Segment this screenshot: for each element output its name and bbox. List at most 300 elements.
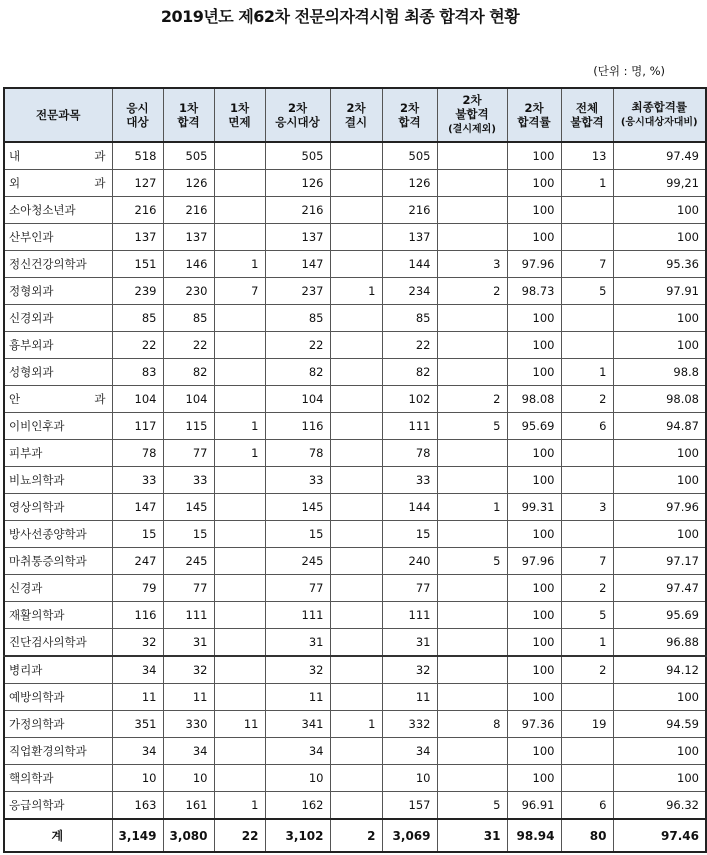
table-cell <box>214 575 265 602</box>
subject-cell: 진단검사의학과 <box>4 629 112 657</box>
table-cell <box>214 738 265 765</box>
table-cell: 100 <box>507 602 561 629</box>
table-row <box>4 413 706 440</box>
table-cell: 100 <box>613 765 706 792</box>
table-cell: 116 <box>265 413 330 440</box>
table-cell <box>437 197 507 224</box>
table-cell <box>330 440 382 467</box>
table-cell <box>561 521 613 548</box>
subject-cell: 가정의학과 <box>4 711 112 738</box>
table-cell: 95.69 <box>507 413 561 440</box>
table-cell <box>330 765 382 792</box>
table-cell: 100 <box>613 440 706 467</box>
table-cell: 111 <box>265 602 330 629</box>
subject-cell: 직업환경의학과 <box>4 738 112 765</box>
table-cell <box>561 224 613 251</box>
table-cell <box>330 224 382 251</box>
table-cell: 216 <box>112 197 163 224</box>
table-cell: 6 <box>561 413 613 440</box>
table-cell: 100 <box>613 197 706 224</box>
table-cell: 2 <box>561 656 613 684</box>
table-cell: 100 <box>507 765 561 792</box>
table-cell: 10 <box>163 765 214 792</box>
table-cell: 97.49 <box>613 142 706 170</box>
table-cell: 8 <box>437 711 507 738</box>
total-cell: 3,149 <box>112 819 163 852</box>
table-row <box>4 656 706 684</box>
table-cell <box>437 467 507 494</box>
results-table <box>3 87 707 853</box>
table-cell <box>214 494 265 521</box>
table-cell: 33 <box>163 467 214 494</box>
table-cell: 3 <box>561 494 613 521</box>
table-cell <box>214 602 265 629</box>
subject-cell: 피부과 <box>4 440 112 467</box>
table-cell: 96.32 <box>613 792 706 820</box>
table-cell: 216 <box>163 197 214 224</box>
table-cell: 82 <box>163 359 214 386</box>
table-cell <box>437 332 507 359</box>
table-cell: 32 <box>382 656 437 684</box>
table-row <box>4 170 706 197</box>
table-cell: 33 <box>265 467 330 494</box>
table-cell: 100 <box>613 521 706 548</box>
table-cell: 115 <box>163 413 214 440</box>
table-cell <box>330 684 382 711</box>
table-cell: 117 <box>112 413 163 440</box>
header-row <box>4 88 706 142</box>
table-row <box>4 548 706 575</box>
table-cell: 82 <box>382 359 437 386</box>
table-cell: 100 <box>613 467 706 494</box>
table-cell: 5 <box>437 792 507 820</box>
table-cell: 2 <box>437 278 507 305</box>
table-cell: 100 <box>507 467 561 494</box>
table-row <box>4 305 706 332</box>
table-cell: 78 <box>112 440 163 467</box>
table-cell: 97.47 <box>613 575 706 602</box>
table-cell: 34 <box>112 656 163 684</box>
table-cell <box>561 467 613 494</box>
subject-cell: 이비인후과 <box>4 413 112 440</box>
table-cell: 85 <box>265 305 330 332</box>
col-absent2: 2차 결시 <box>330 88 382 142</box>
table-cell: 77 <box>163 575 214 602</box>
table-cell: 144 <box>382 494 437 521</box>
table-cell: 32 <box>163 656 214 684</box>
table-cell: 240 <box>382 548 437 575</box>
total-cell: 31 <box>437 819 507 852</box>
subject-cell: 안 과 <box>4 386 112 413</box>
table-cell: 79 <box>112 575 163 602</box>
table-cell: 157 <box>382 792 437 820</box>
table-cell: 137 <box>265 224 330 251</box>
table-cell: 237 <box>265 278 330 305</box>
table-cell: 7 <box>561 548 613 575</box>
col-finalrate-note: (응시대상자대비) <box>620 117 698 128</box>
table-cell: 351 <box>112 711 163 738</box>
table-cell: 32 <box>265 656 330 684</box>
table-cell: 505 <box>265 142 330 170</box>
table-cell <box>437 684 507 711</box>
table-cell: 94.87 <box>613 413 706 440</box>
table-cell: 234 <box>382 278 437 305</box>
table-cell: 11 <box>112 684 163 711</box>
table-cell <box>437 170 507 197</box>
table-cell <box>330 170 382 197</box>
table-cell: 104 <box>112 386 163 413</box>
table-cell: 6 <box>561 792 613 820</box>
table-cell: 34 <box>112 738 163 765</box>
table-cell: 216 <box>265 197 330 224</box>
table-cell: 100 <box>507 656 561 684</box>
subject-cell: 정신건강의학과 <box>4 251 112 278</box>
table-cell: 137 <box>163 224 214 251</box>
table-cell: 163 <box>112 792 163 820</box>
table-row <box>4 602 706 629</box>
table-row <box>4 224 706 251</box>
table-cell: 22 <box>265 332 330 359</box>
table-cell: 1 <box>561 629 613 657</box>
table-cell <box>437 656 507 684</box>
table-cell: 1 <box>330 278 382 305</box>
table-cell: 100 <box>613 224 706 251</box>
table-cell: 100 <box>507 629 561 657</box>
table-cell: 33 <box>112 467 163 494</box>
table-row <box>4 575 706 602</box>
table-cell <box>561 332 613 359</box>
table-cell: 100 <box>507 521 561 548</box>
table-cell <box>437 765 507 792</box>
table-cell <box>330 413 382 440</box>
table-row <box>4 332 706 359</box>
table-cell: 82 <box>265 359 330 386</box>
table-cell: 31 <box>382 629 437 657</box>
table-cell: 95.69 <box>613 602 706 629</box>
table-cell: 33 <box>382 467 437 494</box>
table-cell: 127 <box>112 170 163 197</box>
table-row <box>4 278 706 305</box>
table-cell: 5 <box>437 413 507 440</box>
total-cell: 98.94 <box>507 819 561 852</box>
table-cell: 1 <box>437 494 507 521</box>
table-cell: 2 <box>561 575 613 602</box>
table-cell: 77 <box>163 440 214 467</box>
table-cell: 95.36 <box>613 251 706 278</box>
table-cell: 332 <box>382 711 437 738</box>
total-cell: 3,102 <box>265 819 330 852</box>
table-cell: 100 <box>613 738 706 765</box>
table-cell: 505 <box>382 142 437 170</box>
table-row <box>4 467 706 494</box>
subject-cell: 성형외과 <box>4 359 112 386</box>
table-cell <box>214 170 265 197</box>
table-cell: 77 <box>382 575 437 602</box>
total-cell: 3,080 <box>163 819 214 852</box>
table-cell: 97.36 <box>507 711 561 738</box>
table-cell: 5 <box>437 548 507 575</box>
table-row <box>4 792 706 820</box>
table-cell: 161 <box>163 792 214 820</box>
col-passrate2: 2차 합격률 <box>507 88 561 142</box>
table-cell: 100 <box>613 305 706 332</box>
table-cell: 216 <box>382 197 437 224</box>
table-cell: 100 <box>507 684 561 711</box>
subject-cell: 재활의학과 <box>4 602 112 629</box>
table-cell: 145 <box>265 494 330 521</box>
table-cell <box>437 142 507 170</box>
table-cell: 83 <box>112 359 163 386</box>
table-cell: 15 <box>265 521 330 548</box>
table-cell: 151 <box>112 251 163 278</box>
table-cell <box>330 521 382 548</box>
subject-cell: 병리과 <box>4 656 112 684</box>
table-cell: 245 <box>163 548 214 575</box>
table-cell: 111 <box>382 602 437 629</box>
table-row <box>4 251 706 278</box>
table-cell: 15 <box>112 521 163 548</box>
total-cell: 22 <box>214 819 265 852</box>
table-cell: 7 <box>214 278 265 305</box>
col-applicants: 응시 대상 <box>112 88 163 142</box>
table-cell: 100 <box>507 738 561 765</box>
table-cell: 1 <box>214 792 265 820</box>
table-cell <box>330 197 382 224</box>
col-fail2 <box>437 88 507 142</box>
table-cell: 239 <box>112 278 163 305</box>
table-cell <box>214 386 265 413</box>
table-row <box>4 494 706 521</box>
subject-cell: 방사선종양학과 <box>4 521 112 548</box>
table-cell: 1 <box>214 440 265 467</box>
table-row <box>4 142 706 170</box>
table-row <box>4 684 706 711</box>
table-cell: 102 <box>382 386 437 413</box>
col-totalfail: 전체 불합격 <box>561 88 613 142</box>
table-cell: 11 <box>214 711 265 738</box>
subject-cell: 흉부외과 <box>4 332 112 359</box>
table-cell <box>214 359 265 386</box>
table-cell: 100 <box>507 332 561 359</box>
table-cell: 97.96 <box>507 548 561 575</box>
col-finalrate-label: 최종합격률 <box>631 100 688 114</box>
subject-cell: 소아청소년과 <box>4 197 112 224</box>
col-fail2-label: 2차 불합격 <box>455 93 489 121</box>
table-cell <box>330 332 382 359</box>
table-cell: 77 <box>265 575 330 602</box>
table-cell: 11 <box>163 684 214 711</box>
table-cell: 7 <box>561 251 613 278</box>
table-row <box>4 711 706 738</box>
table-cell: 100 <box>507 142 561 170</box>
subject-cell: 핵의학과 <box>4 765 112 792</box>
table-cell <box>330 602 382 629</box>
total-label: 계 <box>4 819 112 852</box>
table-cell: 518 <box>112 142 163 170</box>
table-cell: 100 <box>507 575 561 602</box>
table-cell <box>330 792 382 820</box>
table-cell <box>330 629 382 657</box>
table-cell <box>437 305 507 332</box>
table-cell: 3 <box>437 251 507 278</box>
table-cell <box>330 386 382 413</box>
table-cell <box>561 684 613 711</box>
table-cell: 147 <box>265 251 330 278</box>
total-cell: 3,069 <box>382 819 437 852</box>
table-cell: 96.91 <box>507 792 561 820</box>
table-cell <box>437 224 507 251</box>
subject-cell: 마취통증의학과 <box>4 548 112 575</box>
subject-cell: 산부인과 <box>4 224 112 251</box>
table-cell: 247 <box>112 548 163 575</box>
table-cell: 137 <box>112 224 163 251</box>
table-cell <box>214 629 265 657</box>
table-cell: 1 <box>214 413 265 440</box>
table-cell: 97.91 <box>613 278 706 305</box>
table-cell <box>330 142 382 170</box>
subject-cell: 예방의학과 <box>4 684 112 711</box>
table-cell: 10 <box>382 765 437 792</box>
table-cell: 78 <box>265 440 330 467</box>
subject-cell: 신경과 <box>4 575 112 602</box>
table-cell: 5 <box>561 602 613 629</box>
col-applicants2: 2차 응시대상 <box>265 88 330 142</box>
table-cell <box>561 305 613 332</box>
table-cell: 2 <box>437 386 507 413</box>
table-cell: 10 <box>265 765 330 792</box>
table-cell: 34 <box>265 738 330 765</box>
table-cell <box>214 765 265 792</box>
table-cell <box>330 738 382 765</box>
table-cell <box>437 575 507 602</box>
table-cell: 19 <box>561 711 613 738</box>
col-subject: 전문과목 <box>4 88 112 142</box>
table-cell: 2 <box>561 386 613 413</box>
col-fail2-note: (결시제외) <box>448 124 496 135</box>
table-cell <box>330 494 382 521</box>
table-cell <box>330 359 382 386</box>
table-cell: 11 <box>382 684 437 711</box>
table-cell: 98.08 <box>613 386 706 413</box>
col-pass1: 1차 합격 <box>163 88 214 142</box>
table-cell: 147 <box>112 494 163 521</box>
table-cell <box>437 629 507 657</box>
table-cell: 85 <box>382 305 437 332</box>
table-cell: 99.31 <box>507 494 561 521</box>
table-cell <box>214 305 265 332</box>
table-cell: 31 <box>163 629 214 657</box>
table-cell: 100 <box>507 305 561 332</box>
table-cell: 111 <box>382 413 437 440</box>
table-cell <box>437 440 507 467</box>
table-cell <box>437 521 507 548</box>
table-cell: 85 <box>163 305 214 332</box>
table-cell: 100 <box>507 224 561 251</box>
table-cell: 22 <box>382 332 437 359</box>
table-cell: 111 <box>163 602 214 629</box>
table-cell <box>330 467 382 494</box>
table-cell: 31 <box>265 629 330 657</box>
col-finalrate <box>613 88 706 142</box>
table-cell: 96.88 <box>613 629 706 657</box>
subject-cell: 비뇨의학과 <box>4 467 112 494</box>
table-cell <box>330 656 382 684</box>
table-cell: 34 <box>163 738 214 765</box>
table-cell: 100 <box>613 332 706 359</box>
table-cell: 162 <box>265 792 330 820</box>
table-row <box>4 521 706 548</box>
table-cell: 98.08 <box>507 386 561 413</box>
table-cell: 330 <box>163 711 214 738</box>
table-cell <box>214 548 265 575</box>
table-cell: 341 <box>265 711 330 738</box>
table-body <box>4 142 706 819</box>
table-cell: 15 <box>163 521 214 548</box>
table-cell: 245 <box>265 548 330 575</box>
table-cell: 98.8 <box>613 359 706 386</box>
subject-cell: 응급의학과 <box>4 792 112 820</box>
table-cell: 100 <box>613 684 706 711</box>
table-cell <box>437 738 507 765</box>
table-cell: 97.96 <box>613 494 706 521</box>
table-cell <box>214 656 265 684</box>
table-cell <box>561 738 613 765</box>
table-cell: 104 <box>163 386 214 413</box>
table-cell: 15 <box>382 521 437 548</box>
table-cell <box>214 197 265 224</box>
table-cell: 126 <box>382 170 437 197</box>
subject-cell: 내 과 <box>4 142 112 170</box>
table-cell: 100 <box>507 197 561 224</box>
table-cell: 100 <box>507 440 561 467</box>
table-cell: 146 <box>163 251 214 278</box>
table-cell: 1 <box>561 359 613 386</box>
table-row <box>4 386 706 413</box>
subject-cell: 외 과 <box>4 170 112 197</box>
table-cell: 22 <box>112 332 163 359</box>
table-cell: 116 <box>112 602 163 629</box>
col-pass2: 2차 합격 <box>382 88 437 142</box>
table-cell <box>561 197 613 224</box>
table-cell: 145 <box>163 494 214 521</box>
total-cell: 2 <box>330 819 382 852</box>
table-cell: 505 <box>163 142 214 170</box>
table-cell: 230 <box>163 278 214 305</box>
total-cell: 97.46 <box>613 819 706 852</box>
table-cell: 32 <box>112 629 163 657</box>
table-cell <box>214 332 265 359</box>
table-cell: 126 <box>163 170 214 197</box>
table-cell: 94.59 <box>613 711 706 738</box>
table-cell <box>561 765 613 792</box>
table-cell: 100 <box>507 359 561 386</box>
table-cell <box>437 602 507 629</box>
table-cell: 126 <box>265 170 330 197</box>
table-row <box>4 765 706 792</box>
table-cell <box>214 224 265 251</box>
table-cell: 100 <box>507 170 561 197</box>
table-cell <box>330 548 382 575</box>
table-row <box>4 359 706 386</box>
table-cell: 99,21 <box>613 170 706 197</box>
table-cell: 1 <box>561 170 613 197</box>
table-cell: 97.96 <box>507 251 561 278</box>
table-cell <box>214 467 265 494</box>
table-row <box>4 197 706 224</box>
table-cell <box>214 521 265 548</box>
table-cell: 137 <box>382 224 437 251</box>
table-cell <box>330 575 382 602</box>
